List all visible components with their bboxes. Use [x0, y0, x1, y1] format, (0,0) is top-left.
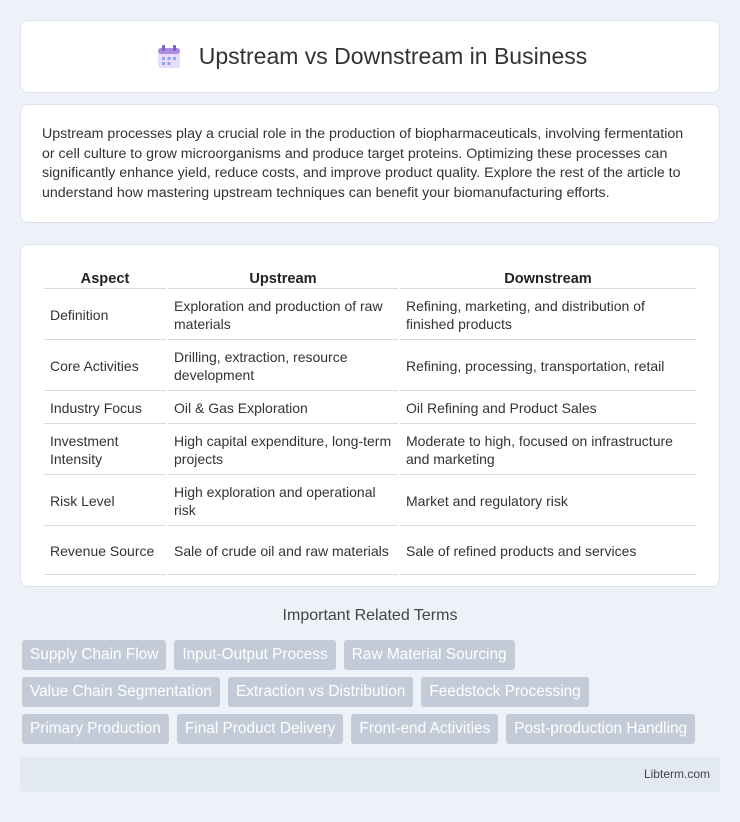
table-row: [44, 393, 696, 424]
table-header-row: [44, 267, 696, 289]
cell-upstream: High capital expenditure, long-term projects: [168, 426, 398, 475]
cell-downstream: Moderate to high, focused on infrastructure and marketing: [400, 426, 696, 475]
cell-upstream: Exploration and production of raw materials: [168, 291, 398, 340]
intro-card: [20, 104, 720, 223]
cell-upstream: Drilling, extraction, resource development: [168, 342, 398, 391]
cell-aspect: Definition: [44, 291, 166, 340]
cell-downstream: Refining, processing, transportation, retail: [400, 342, 696, 391]
table-row: [44, 291, 696, 340]
cell-downstream: Market and regulatory risk: [400, 477, 696, 526]
title-wrap: [153, 41, 588, 73]
tag-row: [22, 677, 722, 707]
table-row: [44, 528, 696, 575]
header-downstream: Downstream: [400, 267, 696, 289]
tag-row: [22, 714, 722, 744]
cell-aspect: Core Activities: [44, 342, 166, 391]
cell-downstream: Refining, marketing, and distribution of finished products: [400, 291, 696, 340]
cell-upstream: High exploration and operational risk: [168, 477, 398, 526]
header-upstream: Upstream: [168, 267, 398, 289]
tag-front-end-activities[interactable]: Front-end Activities: [351, 714, 498, 744]
related-terms-title: Important Related Terms: [282, 607, 458, 624]
cell-aspect: Investment Intensity: [44, 426, 166, 475]
tag-extraction-vs-distribution[interactable]: Extraction vs Distribution: [228, 677, 413, 707]
tag-post-production-handling[interactable]: Post-production Handling: [506, 714, 695, 744]
page-title: Upstream vs Downstream in Business: [198, 43, 588, 69]
footer: [20, 757, 720, 792]
header-card: [20, 20, 720, 93]
cell-downstream: Oil Refining and Product Sales: [400, 393, 696, 424]
cell-aspect: Risk Level: [44, 477, 166, 526]
tag-raw-material-sourcing[interactable]: Raw Material Sourcing: [344, 640, 515, 670]
footer-site-link[interactable]: Libterm.com: [643, 767, 710, 781]
tag-input-output-process[interactable]: Input-Output Process: [174, 640, 335, 670]
comparison-table: [42, 265, 698, 577]
tag-supply-chain-flow[interactable]: Supply Chain Flow: [22, 640, 166, 670]
related-terms-tags: [22, 640, 722, 751]
cell-aspect: Revenue Source: [44, 528, 166, 575]
tag-primary-production[interactable]: Primary Production: [22, 714, 169, 744]
calendar-icon: [153, 41, 185, 73]
tag-row: [22, 640, 722, 670]
table-row: [44, 477, 696, 526]
table-row: [44, 342, 696, 391]
comparison-table-card: [20, 244, 720, 587]
intro-text: Upstream processes play a crucial role in the production of biopharmaceuticals, involving fermentation or cell culture to grow microorganisms and produce target proteins. Optimizing these processes can significantly enhance yield, reduce costs, and improve product quality. Explore the rest of the article to understand how mastering upstream techniques can benefit your biomanufacturing efforts.: [42, 126, 684, 201]
tag-value-chain-segmentation[interactable]: Value Chain Segmentation: [22, 677, 220, 707]
tag-final-product-delivery[interactable]: Final Product Delivery: [177, 714, 344, 744]
tag-feedstock-processing[interactable]: Feedstock Processing: [421, 677, 588, 707]
header-aspect: Aspect: [44, 267, 166, 289]
cell-aspect: Industry Focus: [44, 393, 166, 424]
table-row: [44, 426, 696, 475]
cell-upstream: Oil & Gas Exploration: [168, 393, 398, 424]
cell-downstream: Sale of refined products and services: [400, 528, 696, 575]
cell-upstream: Sale of crude oil and raw materials: [168, 528, 398, 575]
